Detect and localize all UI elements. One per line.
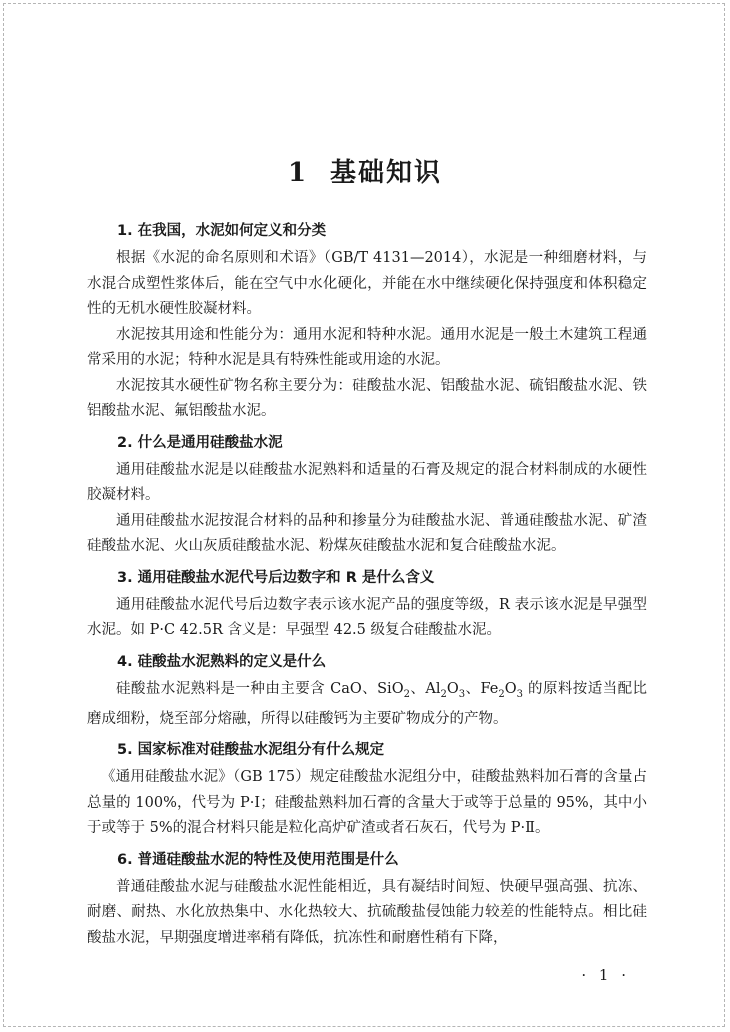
- question-heading: 4. 硅酸盐水泥熟料的定义是什么: [117, 653, 327, 670]
- question-heading: 1. 在我国，水泥如何定义和分类: [117, 223, 327, 239]
- paragraph: 水泥按其用途和性能分为：通用水泥和特种水泥。通用水泥是一般土木建筑工程通常采用的水泥；特种水泥是具有特殊性能或用途的水泥。: [87, 326, 647, 368]
- section-2: [87, 429, 647, 560]
- paragraph: 水泥按其水硬性矿物名称主要分为：硅酸盐水泥、铝酸盐水泥、硫铝酸盐水泥、铁铝酸盐水泥、氟铝酸盐水泥。: [87, 377, 647, 419]
- page-number: · 1 ·: [581, 966, 630, 984]
- section-3: [87, 564, 647, 644]
- section-5: [87, 736, 647, 842]
- formula-sio2: SiO$_2$: [377, 680, 410, 700]
- paragraph: 根据《水泥的命名原则和术语》（GB/T 4131—2014），水泥是一种细磨材料，与水混合成塑性浆体后，能在空气中水化硬化，并能在水中继续硬化保持强度和体积稳定性的无机水硬性胶凝材料。: [87, 250, 647, 317]
- chapter-number: 1: [287, 158, 309, 188]
- paragraph: 普通硅酸盐水泥与硅酸盐水泥性能相近，具有凝结时间短、快硬早强高强、抗冻、耐磨、耐热、水化放热集中、水化热较大、抗硫酸盐侵蚀能力较差的性能特点。相比硅酸盐水泥，早期强度增进率稍有降低，抗冻性和耐磨性稍有下降，: [87, 878, 647, 946]
- question-heading: 2. 什么是通用硅酸盐水泥: [117, 434, 283, 451]
- paragraph-clinker-definition: 硅酸盐水泥熟料是一种由主要含 CaO、SiO$_2$、$Al_2O_3$、$Fe_2O_3$ 的原料按适当配比磨成细粉，烧至部分熔融，所得以硅酸钙为主要矿物成分的产物。: [87, 680, 648, 727]
- paragraph: 通用硅酸盐水泥代号后边数字表示该水泥产品的强度等级，R 表示该水泥是早强型水泥。如 P·C 42.5R 含义是：早强型 42.5 级复合硅酸盐水泥。: [87, 596, 647, 638]
- chapter-title: [0, 152, 730, 189]
- section-6: [87, 846, 647, 952]
- question-heading: 6. 普通硅酸盐水泥的特性及使用范围是什么: [117, 851, 399, 868]
- question-heading: 5. 国家标准对硅酸盐水泥组分有什么规定: [117, 742, 385, 759]
- page-body: [87, 217, 647, 951]
- paragraph: 通用硅酸盐水泥是以硅酸盐水泥熟料和适量的石膏及规定的混合材料制成的水硬性胶凝材料。: [87, 461, 647, 503]
- section-4: [87, 648, 647, 733]
- chapter-name: 基础知识: [330, 158, 443, 188]
- formula-al2o3: $Al_2O_3$: [425, 680, 466, 700]
- section-1: [87, 217, 647, 425]
- text-run: 硅酸盐水泥熟料是一种由主要含: [116, 680, 331, 697]
- paragraph: 《通用硅酸盐水泥》（GB 175）规定硅酸盐水泥组分中，硅酸盐熟料加石膏的含量占总量的 100%，代号为 P·Ⅰ；硅酸盐熟料加石膏的含量大于或等于总量的 95%，其中小于或等于 5%的混合材料只能是粒化高炉矿渣或者石灰石，代号为 P·Ⅱ。: [87, 769, 647, 837]
- question-heading: 3. 通用硅酸盐水泥代号后边数字和 R 是什么含义: [117, 569, 435, 586]
- text-run: 的原料按适当配比磨成细粉，烧至部分熔融，所得以硅酸钙为主要矿物成分的产物。: [87, 680, 648, 727]
- paragraph: 通用硅酸盐水泥按混合材料的品种和掺量分为硅酸盐水泥、普通硅酸盐水泥、矿渣硅酸盐水泥、火山灰质硅酸盐水泥、粉煤灰硅酸盐水泥和复合硅酸盐水泥。: [87, 512, 647, 554]
- formula-fe2o3: $Fe_2O_3$: [480, 680, 523, 700]
- formula-cao: CaO: [330, 680, 362, 697]
